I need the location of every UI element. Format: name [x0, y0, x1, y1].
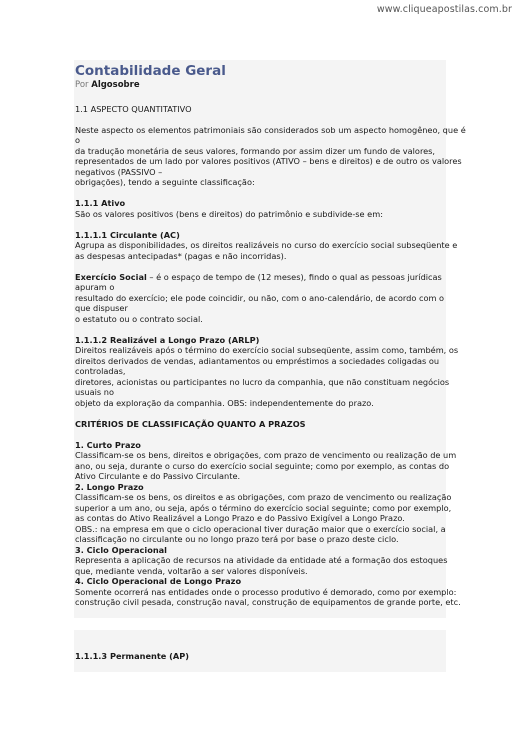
paragraph-line: que dispuser [75, 303, 128, 313]
paragraph-line: classificação no circulante ou no longo prazo terá por base o prazo deste ciclo. [75, 534, 399, 544]
document-title: Contabilidade Geral [75, 63, 226, 79]
paragraph-line: direitos derivados de vendas, adiantamentos ou empréstimos a sociedades coligadas ou [75, 355, 440, 366]
paragraph-line: obrigações), tendo a seguinte classificação: [75, 177, 255, 187]
paragraph-line: apuram o [75, 282, 115, 292]
paragraph-line: objeto da exploração da companhia. OBS: independentemente do prazo. [75, 397, 374, 408]
paragraph-line: as despesas antecipadas* (pagas e não incorridas). [75, 250, 287, 261]
paragraph-line: o estatuto ou o contrato social. [75, 313, 203, 324]
byline-label: Por [75, 80, 89, 90]
section-ativo [74, 198, 459, 419]
paragraph-line: ano, ou seja, durante o curso do exercício social seguinte; como por exemplo, as contas do [75, 460, 450, 471]
site-url[interactable]: www.cliqueapostilas.com.br [376, 4, 512, 15]
section-heading: 1.1 ASPECTO QUANTITATIVO [75, 103, 192, 114]
paragraph-line: representados de um lado por valores positivos (ATIVO – bens e direitos) e de outro os valores [75, 156, 462, 166]
paragraph-line: São os valores positivos (bens e direitos) do patrimônio e subdivide-se em: [75, 208, 383, 219]
paragraph-line: Agrupa as disponibilidades, os direitos realizáveis no curso do exercício social subseqüente e [75, 240, 458, 250]
document-page [74, 60, 466, 672]
section-aspecto [74, 93, 466, 198]
section-criterios [74, 418, 461, 619]
paragraph-line: usuais no [75, 387, 115, 397]
subsection-heading: 2. Longo Prazo [75, 481, 144, 492]
subsection-heading: 1.1.1.1 Circulante (AC) [75, 229, 180, 240]
paragraph-line: Somente ocorrerá nas entidades onde o processo produtivo é demorado, como por exemplo: [75, 586, 457, 597]
section-heading: CRITÉRIOS DE CLASSIFICAÇÃO QUANTO A PRAZOS [75, 418, 306, 429]
subsection-heading: 1. Curto Prazo [75, 439, 141, 450]
paragraph-line: que, mediante venda, voltarão a ser valores disponíveis. [75, 565, 308, 576]
author-name: Algosobre [91, 80, 140, 90]
section-permanente [74, 630, 446, 672]
subsection-heading: 1.1.1.3 Permanente (AP) [75, 651, 189, 661]
paragraph-line: superior a um ano, ou seja, após o término do exercício social seguinte; como por exemplo, [75, 502, 452, 513]
section-spacer [74, 618, 446, 630]
title-block [74, 60, 446, 93]
paragraph-line: Classificam-se os bens, direitos e obrigações, com prazo de vencimento ou realização de um [75, 450, 457, 460]
subsection-heading: 1.1.1 Ativo [75, 198, 126, 208]
paragraph-line: construção civil pesada, construção naval, construção de equipamentos de grande porte, etc. [75, 597, 461, 607]
paragraph-line: Ativo Circulante e do Passivo Circulante. [75, 471, 241, 481]
paragraph-line: negativos (PASSIVO – [75, 166, 163, 177]
subsection-heading: 4. Ciclo Operacional de Longo Prazo [75, 576, 242, 586]
paragraph-line [74, 272, 446, 283]
term-definition: – é o espaço de tempo de (12 meses), findo o qual as pessoas jurídicas [146, 271, 442, 282]
paragraph-line: diretores, acionistas ou participantes no lucro da companhia, que não constituam negócios [75, 376, 450, 387]
paragraph-line: controladas, [75, 366, 126, 376]
paragraph-line: OBS.: na empresa em que o ciclo operacional tiver duração maior que o exercício social, a [75, 523, 446, 534]
paragraph-line: Representa a aplicação de recursos na atividade da entidade até a formação dos estoques [75, 555, 448, 565]
paragraph-line: Neste aspecto os elementos patrimoniais são considerados sob um aspecto homogêneo, que é [75, 124, 466, 135]
subsection-heading: 1.1.1.2 Realizável a Longo Prazo (ARLP) [75, 334, 260, 345]
paragraph-line: da tradução monetária de seus valores, formando por assim dizer um fundo de valores, [75, 145, 436, 156]
byline [75, 80, 446, 91]
paragraph-line: resultado do exercício; ele pode coincidir, ou não, com o ano-calendário, de acordo com o [75, 292, 445, 303]
subsection-heading: 3. Ciclo Operacional [75, 544, 167, 555]
paragraph-line: Direitos realizáveis após o término do exercício social subseqüente, assim como, também, os [75, 345, 459, 355]
paragraph-line: Classificam-se os bens, os direitos e as obrigações, com prazo de vencimento ou realização [75, 492, 452, 502]
term-exercicio-social: Exercício Social [75, 271, 147, 282]
paragraph-line: as contas do Ativo Realizável a Longo Prazo e do Passivo Exigível a Longo Prazo. [75, 513, 405, 523]
paragraph-line: o [75, 135, 81, 145]
